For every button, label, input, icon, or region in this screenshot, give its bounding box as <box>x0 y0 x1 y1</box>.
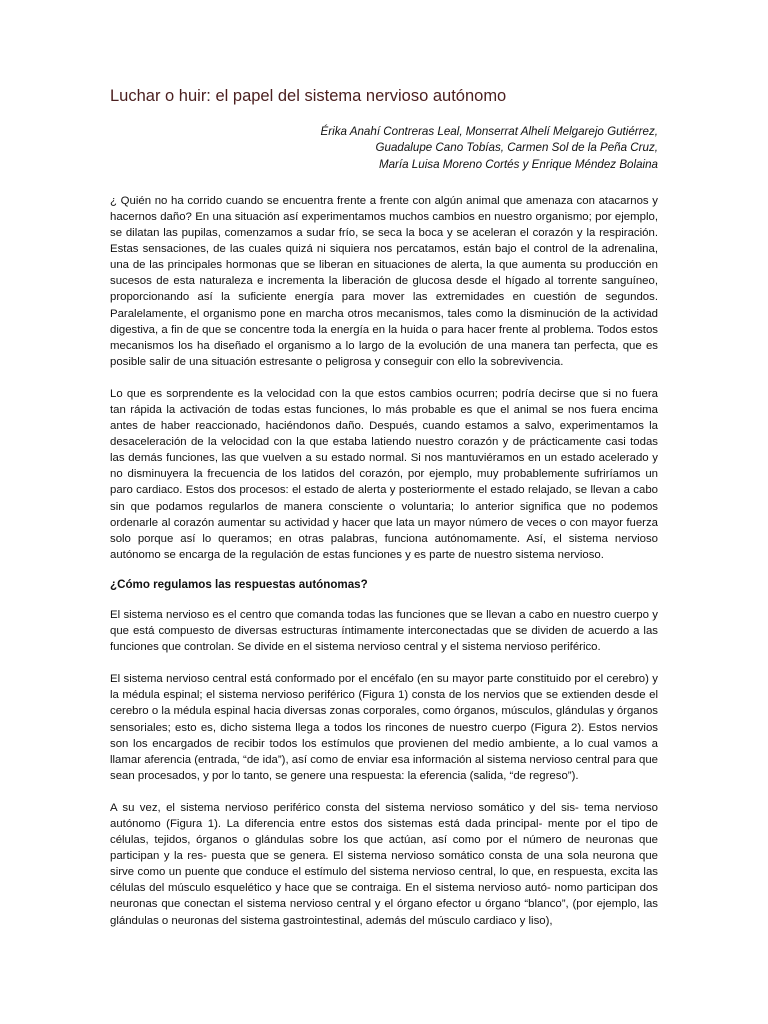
body-paragraph: El sistema nervioso es el centro que comanda todas las funciones que se llevan a cabo en nuestro cuerpo y que está compuesto de diversas estructuras íntimamente interconectadas que se dividen de acuerdo a las funciones que controlan. Se divide en el sistema nervioso central y el sistema nervioso periférico. <box>110 608 658 654</box>
article-title: Luchar o huir: el papel del sistema nervioso autónomo <box>110 87 507 105</box>
body-paragraph: El sistema nervioso central está conformado por el encéfalo (en su mayor parte constituido por el cerebro) y la médula espinal; el sistema nervioso periférico (Figura 1) consta de los nervios que se extienden desde el cerebro o la médula espinal hacia diversas zonas corporales, como órganos, músculos, glándulas y órganos sensoriales; esto es, dicho sistema llega a todos los rincones de nuestro cuerpo (Figura 2). Estos nervios son los encargados de recibir todos los estímulos que provienen del medio ambiente, a lo cual vamos a llamar aferencia (entrada, “de ida”), así como de enviar esa información al sistema nervioso central para que sean procesados, y por lo tanto, se genere una respuesta: la eferencia (salida, “de regreso”). <box>110 673 658 782</box>
section-heading: ¿Cómo regulamos las respuestas autónomas? <box>110 577 368 591</box>
author-line: Guadalupe Cano Tobías, Carmen Sol de la Peña Cruz, <box>375 141 658 155</box>
article-page <box>110 86 658 929</box>
body-paragraph: A su vez, el sistema nervioso periférico consta del sistema nervioso somático y del sis- tema nervioso autónomo (Figura 1). La diferencia entre estos dos sistemas está dada principal- mente por el tipo de células, tejidos, órganos o glándulas sobre los que actúan, así como por el número de neuronas que participan y la res- puesta que se genera. El sistema nervioso somático consta de una sola neurona que sirve como un puente que conduce el estímulo del sistema nervioso central, lo que, en respuesta, excita las células del músculo esquelético y hace que se contraiga. En el sistema nervioso autó- nomo participan dos neuronas que conectan el sistema nervioso central y el órgano efector u órgano “blanco”, (por ejemplo, las glándulas o neuronas del sistema gastrointestinal, además del músculo cardiaco y liso), <box>110 801 658 927</box>
author-list <box>110 124 658 173</box>
author-line: María Luisa Moreno Cortés y Enrique Méndez Bolaina <box>378 157 658 171</box>
author-line: Érika Anahí Contreras Leal, Monserrat Alhelí Melgarejo Gutiérrez, <box>320 125 658 138</box>
body-paragraph: Lo que es sorprendente es la velocidad con la que estos cambios ocurren; podría decirse que si no fuera tan rápida la activación de todas estas funciones, lo más probable es que el animal se nos fuera encima antes de haber reaccionado, haciéndonos daño. Después, cuando estamos a salvo, experimentamos la desaceleración de la velocidad con la que estaba latiendo nuestro corazón y de prácticamente casi todas las demás funciones, las que vuelven a su estado normal. Si nos mantuviéramos en un estado acelerado y no disminuyera la frecuencia de los latidos del corazón, por ejemplo, muy probablemente sufriríamos un paro cardiaco. Estos dos procesos: el estado de alerta y posteriormente el estado relajado, se llevan a cabo sin que podamos regularlos de manera consciente o voluntaria; lo anterior significa que no podemos ordenarle al corazón aumentar su actividad y hacer que lata un mayor número de veces o con mayor fuerza solo porque así lo queramos; en otras palabras, funciona autónomamente. Así, el sistema nervioso autónomo se encarga de la regulación de estas funciones y es parte de nuestro sistema nervioso. <box>110 387 658 561</box>
body-paragraph: ¿ Quién no ha corrido cuando se encuentra frente a frente con algún animal que amenaza con atacarnos y hacernos daño? En una situación así experimentamos muchos cambios en nuestro organismo; por ejemplo, se dilatan las pupilas, comenzamos a sudar frío, se seca la boca y se aceleran el corazón y la respiración. Estas sensaciones, de las cuales quizá ni siquiera nos percatamos, están bajo el control de la adrenalina, una de las principales hormonas que se liberan en situaciones de alerta, la que aumenta su producción en sucesos de esta naturaleza e incrementa la liberación de glucosa desde el hígado al torrente sanguíneo, proporcionando así la suficiente energía para mover las extremidades en cuestión de segundos. Paralelamente, el organismo pone en marcha otros mecanismos, tales como la disminución de la actividad digestiva, a fin de que se concentre toda la energía en la huida o para hacer frente al problema. Todos estos mecanismos los ha diseñado el organismo a lo largo de la evolución de una manera tan perfecta, que es posible salir de una situación estresante o peligrosa y conseguir con ello la sobrevivencia. <box>110 194 658 368</box>
article-body <box>110 193 658 929</box>
